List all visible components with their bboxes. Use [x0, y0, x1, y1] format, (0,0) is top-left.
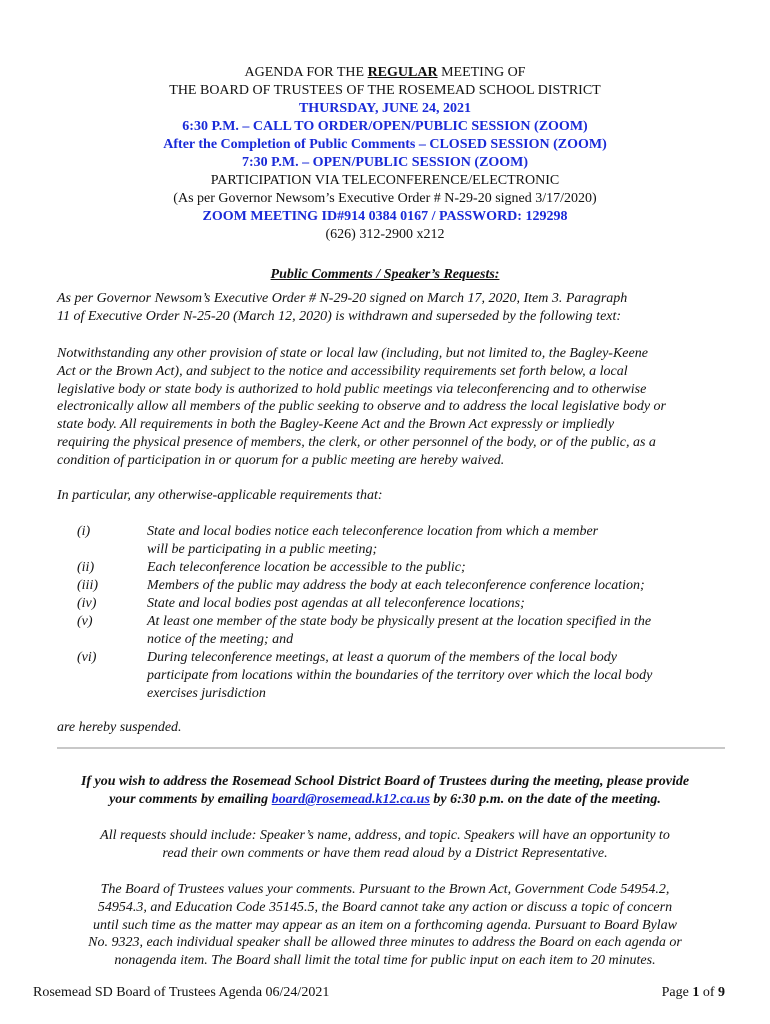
title-suffix: MEETING OF: [437, 65, 526, 80]
paragraph-line: nonagenda item. The Board shall limit the total time for public input on each item to 20 minutes.: [114, 953, 656, 969]
public-comments-heading: Public Comments / Speaker’s Requests:: [270, 267, 500, 282]
item-number: (vi): [77, 650, 97, 665]
item-number: (ii): [77, 560, 95, 575]
page-of: of: [699, 985, 718, 1000]
meeting-date: THURSDAY, JUNE 24, 2021: [298, 101, 472, 116]
item-line: At least one member of the state body be physically present at the location specified in the: [147, 614, 652, 629]
footer-title: Rosemead SD Board of Trustees Agenda 06/24/2021: [33, 985, 330, 1000]
paragraph-line: legislative body or state body is authorized to hold public meetings via teleconferencing and to otherwise: [57, 381, 647, 397]
item-text: [147, 559, 717, 577]
page-label: Page: [661, 985, 693, 1000]
item-line: exercises jurisdiction: [147, 685, 266, 701]
item-line: Each teleconference location be accessible to the public;: [147, 560, 466, 575]
intro-line-2: 11 of Executive Order N-25-20 (March 12, 2020) is withdrawn and superseded by the following text:: [57, 309, 622, 324]
request-line-1: All requests should include: Speaker’s name, address, and topic. Speakers will have an opportunity to: [100, 828, 670, 843]
paragraph-line: condition of participation in or quorum for a public meeting are hereby waived.: [57, 452, 505, 468]
phone-number: (626) 312-2900 x212: [325, 227, 445, 242]
closed-session: After the Completion of Public Comments – CLOSED SESSION (ZOOM): [163, 137, 607, 152]
item-line: Members of the public may address the body at each teleconference conference location;: [147, 578, 645, 593]
suspended-line: are hereby suspended.: [57, 720, 182, 735]
board-email-link[interactable]: board@rosemead.k12.ca.us: [271, 792, 430, 807]
district-line: THE BOARD OF TRUSTEES OF THE ROSEMEAD SCHOOL DISTRICT: [169, 83, 601, 98]
call-to-order: 6:30 P.M. – CALL TO ORDER/OPEN/PUBLIC SESSION (ZOOM): [182, 119, 588, 134]
title-regular: REGULAR: [367, 65, 438, 80]
item-number: (iii): [77, 578, 98, 593]
title-prefix: AGENDA FOR THE: [244, 65, 368, 80]
item-text: [147, 577, 717, 595]
address-board-line-2: [40, 791, 730, 809]
address-board-line-1: If you wish to address the Rosemead School District Board of Trustees during the meeting, please provide: [80, 774, 690, 789]
paragraph-line: state body. All requirements in both the Bagley-Keene Act and the Brown Act expressly or impliedly: [57, 417, 615, 433]
page-total: 9: [718, 985, 725, 1000]
page-current: 1: [692, 985, 700, 1000]
email-suffix: by 6:30 p.m. on the date of the meeting.: [429, 792, 661, 807]
page-number: [662, 984, 725, 1001]
paragraph-line: Notwithstanding any other provision of state or local law (including, but not limited to, the Bagley-Keene: [57, 346, 648, 361]
participation-line: PARTICIPATION VIA TELECONFERENCE/ELECTRONIC: [210, 173, 560, 188]
request-line-2: read their own comments or have them read aloud by a District Representative.: [162, 846, 608, 861]
executive-order-line: (As per Governor Newsom’s Executive Order # N-29-20 signed 3/17/2020): [173, 191, 597, 206]
board-values-paragraph: [40, 881, 730, 970]
paragraph-line: electronically allow all members of the public seeking to observe and to address the local legislative body or: [57, 399, 667, 415]
item-line: State and local bodies notice each teleconference location from which a member: [147, 524, 599, 539]
item-text: [147, 613, 717, 649]
item-number: (iv): [77, 596, 97, 611]
paragraph-line: until such time as the matter may appear as an item on a forthcoming agenda. Pursuant to Board Bylaw: [93, 917, 677, 933]
item-line: State and local bodies post agendas at all teleconference locations;: [147, 596, 525, 611]
section-divider: [57, 747, 725, 749]
item-line: participate from locations within the boundaries of the territory over which the local body: [147, 667, 653, 683]
item-line: During teleconference meetings, at least a quorum of the members of the local body: [147, 650, 617, 665]
item-text: [147, 523, 717, 559]
item-text: [147, 595, 717, 613]
paragraph-line: 54954.3, and Education Code 35145.5, the Board cannot take any action or discuss a topic of concern: [97, 899, 673, 915]
item-line: notice of the meeting; and: [147, 631, 294, 647]
email-prefix: your comments by emailing: [109, 792, 272, 807]
item-line: will be participating in a public meeting;: [147, 541, 378, 557]
waiver-paragraph: [57, 345, 727, 470]
zoom-meeting-id: ZOOM MEETING ID#914 0384 0167 / PASSWORD: 129298: [202, 209, 568, 224]
in-particular-line: In particular, any otherwise-applicable requirements that:: [57, 488, 383, 503]
item-number: (v): [77, 614, 93, 629]
item-number: (i): [77, 524, 91, 539]
open-session: 7:30 P.M. – OPEN/PUBLIC SESSION (ZOOM): [241, 155, 529, 170]
paragraph-line: No. 9323, each individual speaker shall be allowed three minutes to address the Board on each agenda or: [88, 935, 682, 951]
intro-line-1: As per Governor Newsom’s Executive Order # N-29-20 signed on March 17, 2020, Item 3. Paragraph: [57, 291, 628, 306]
paragraph-line: requiring the physical presence of members, the clerk, or other personnel of the body, or of the public, as a: [57, 434, 656, 450]
item-text: [147, 649, 717, 702]
paragraph-line: Act or the Brown Act), and subject to the notice and accessibility requirements set forth below, a local: [57, 363, 628, 379]
agenda-title: [0, 64, 770, 82]
paragraph-line: The Board of Trustees values your comments. Pursuant to the Brown Act, Government Code 54954.2,: [100, 882, 670, 897]
